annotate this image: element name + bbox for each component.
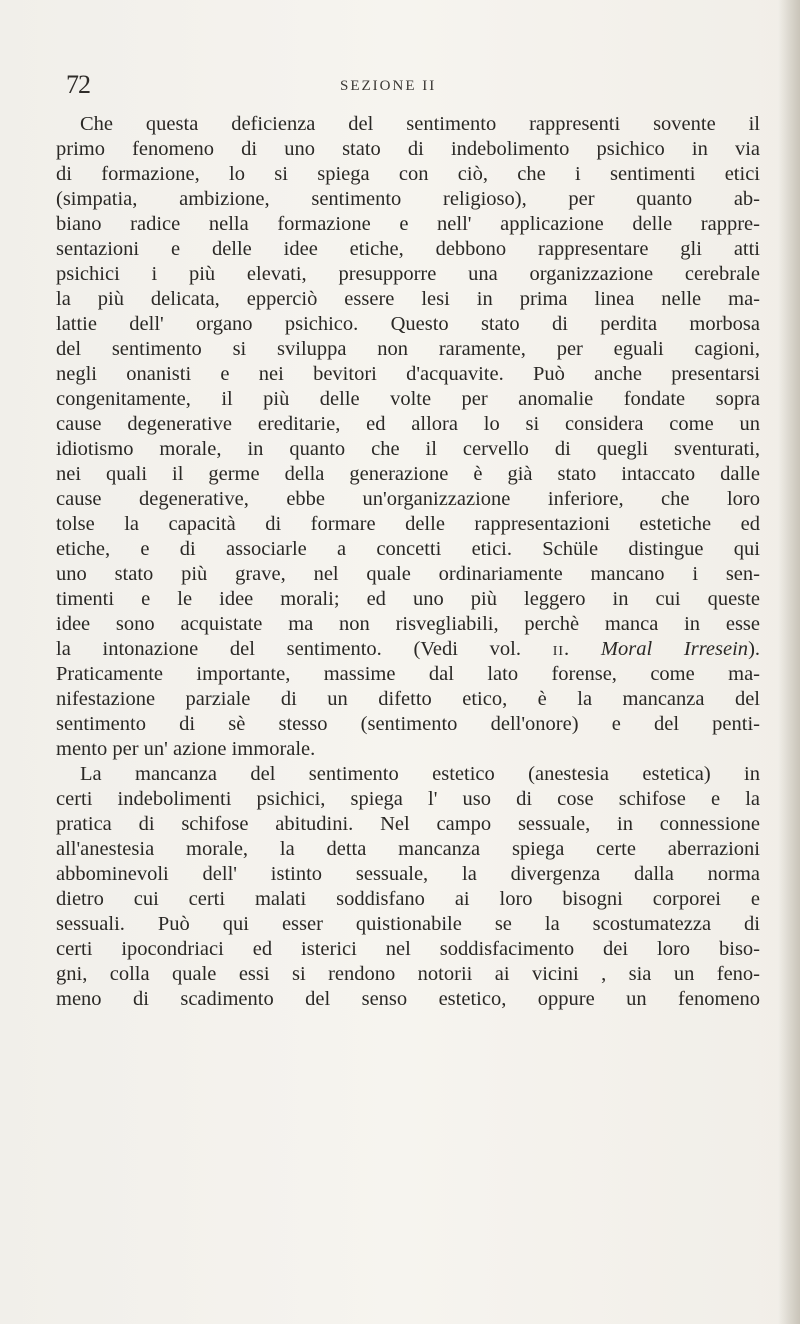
text-line: meno di scadimento del senso estetico, oppure un fenomeno (56, 988, 760, 1010)
text-line: all'anestesia morale, la detta mancanza spiega certe aberrazioni (56, 838, 760, 860)
running-head: SEZIONE II (340, 78, 437, 94)
text-line: (simpatia, ambizione, sentimento religioso), per quanto ab- (56, 188, 760, 210)
text-line: tolse la capacità di formare delle rappresentazioni estetiche ed (56, 513, 760, 535)
text-line: negli onanisti e nei bevitori d'acquavite. Può anche presentarsi (56, 363, 760, 385)
text-line: idee sono acquistate ma non risvegliabili, perchè manca in esse (56, 613, 760, 635)
text-line: certi ipocondriaci ed isterici nel soddisfacimento dei loro biso- (56, 938, 760, 960)
page-edge-shadow (778, 0, 800, 1324)
text-line: nifestazione parziale di un difetto etico, è la mancanza del (56, 688, 760, 710)
text-line: di formazione, lo si spiega con ciò, che i sentimenti etici (56, 163, 760, 185)
text-line: Praticamente importante, massime dal lato forense, come ma- (56, 663, 760, 685)
text-line: certi indebolimenti psichici, spiega l' uso di cose schifose e la (56, 788, 760, 810)
text-line: biano radice nella formazione e nell' applicazione delle rappre- (56, 213, 760, 235)
text-line: gni, colla quale essi si rendono notorii ai vicini , sia un feno- (56, 963, 760, 985)
text-line: cause degenerative, ebbe un'organizzazione inferiore, che loro (56, 488, 760, 510)
cited-title: Moral Irresein (600, 638, 749, 660)
text-line-citation (56, 637, 760, 662)
text-line: nei quali il germe della generazione è già stato intaccato dalle (56, 463, 760, 485)
text-line: pratica di schifose abitudini. Nel campo sessuale, in connessione (56, 813, 760, 835)
text-line: timenti e le idee morali; ed uno più leggero in cui queste (56, 588, 760, 610)
text-line: dietro cui certi malati soddisfano ai loro bisogni corporei e (56, 888, 760, 910)
text-line: del sentimento si sviluppa non raramente, per eguali cagioni, (56, 338, 760, 360)
citation-close: ). (748, 638, 761, 660)
text-line: abbominevoli dell' istinto sessuale, la divergenza dalla norma (56, 863, 760, 885)
volume-number: II (552, 644, 565, 659)
text-line: psichici i più elevati, presupporre una organizzazione cerebrale (56, 263, 760, 285)
citation-lead: la intonazione del sentimento. (Vedi vol. (56, 638, 553, 660)
page-number: 72 (66, 70, 90, 99)
citation-sep: . (564, 638, 601, 660)
text-line: Che questa deficienza del sentimento rappresenti sovente il (80, 113, 760, 135)
text-line: lattie dell' organo psichico. Questo stato di perdita morbosa (56, 313, 760, 335)
text-line: mento per un' azione immorale. (56, 738, 316, 760)
text-line: primo fenomeno di uno stato di indebolimento psichico in via (56, 138, 760, 160)
body-text (56, 112, 760, 1012)
text-line: uno stato più grave, nel quale ordinariamente mancano i sen- (56, 563, 760, 585)
text-line: sessuali. Può qui esser quistionabile se la scostumatezza di (56, 913, 760, 935)
text-line: sentazioni e delle idee etiche, debbono rappresentare gli atti (56, 238, 760, 260)
text-line: congenitamente, il più delle volte per anomalie fondate sopra (56, 388, 760, 410)
text-line: la più delicata, epperciò essere lesi in prima linea nelle ma- (56, 288, 760, 310)
text-line: etiche, e di associarle a concetti etici. Schüle distingue qui (56, 538, 760, 560)
text-line: La mancanza del sentimento estetico (anestesia estetica) in (80, 763, 760, 785)
page-header (0, 70, 800, 100)
text-line: idiotismo morale, in quanto che il cervello di quegli sventurati, (56, 438, 760, 460)
text-line: cause degenerative ereditarie, ed allora lo si considera come un (56, 413, 760, 435)
text-line: sentimento di sè stesso (sentimento dell'onore) e del penti- (56, 713, 760, 735)
